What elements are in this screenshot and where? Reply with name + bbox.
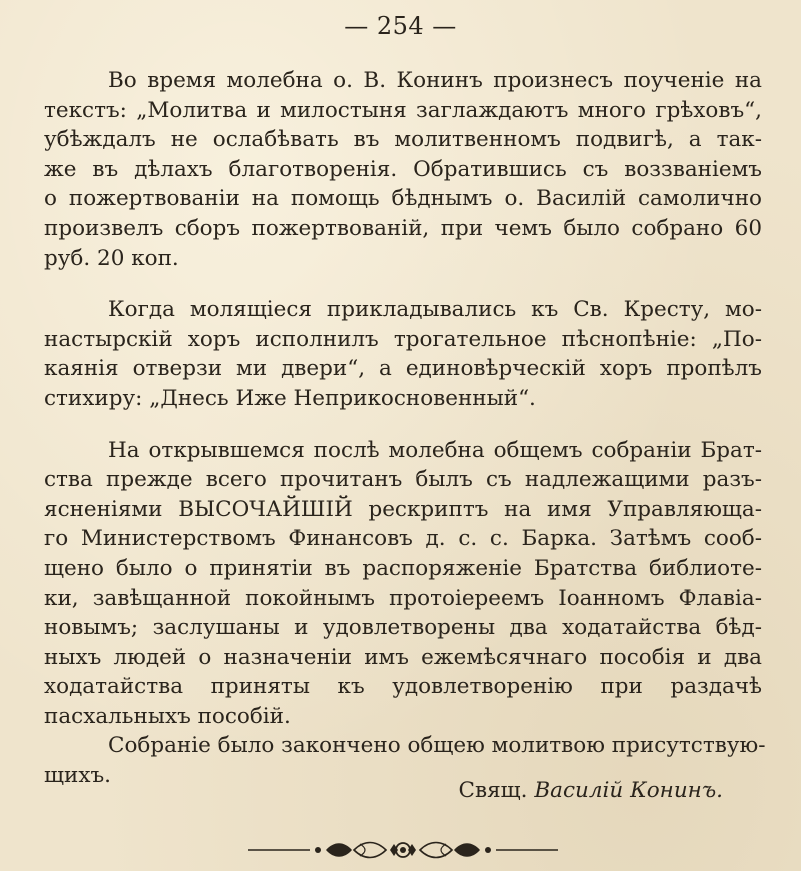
text-line: ныхъ людей о назначеніи имъ ежемѣсячнаго пособія и два — [44, 644, 762, 670]
text-line: стихиру: „Днесь Иже Неприкосновенный“. — [44, 385, 536, 411]
text-line: го Министерствомъ Финансовъ д. с. с. Барка. Затѣмъ сооб- — [44, 526, 762, 552]
text-line: Собраніе было закончено общею молитвою присутствую- — [108, 733, 766, 759]
paragraph-1 — [44, 66, 762, 273]
paragraph-2 — [44, 295, 762, 413]
text-line: щихъ. — [44, 763, 111, 789]
text-line: ходатайства приняты къ удовлетворенію при раздачѣ — [44, 674, 762, 700]
text-line: текстъ: „Молитва и милостыня заглаждаютъ много грѣховъ“, — [44, 97, 762, 123]
decorative-rule-icon — [248, 838, 558, 862]
text-line: ки, завѣщанной покойнымъ протоіереемъ Іоанномъ Флавіа- — [44, 585, 762, 611]
text-line: произвелъ сборъ пожертвованій, при чемъ было собрано 60 — [44, 215, 762, 241]
text-line: ства прежде всего прочитанъ былъ съ надлежащими разъ- — [44, 467, 762, 493]
paragraph-gap — [44, 414, 762, 436]
text-line: о пожертвованіи на помощь бѣднымъ о. Василій самолично — [44, 186, 762, 212]
text-line: же въ дѣлахъ благотворенія. Обратившись съ воззваніемъ — [44, 156, 762, 182]
text-line: Во время молебна о. В. Конинъ произнесъ поученіе на — [108, 68, 762, 93]
page-body — [44, 66, 766, 791]
text-line: настырскій хоръ исполнилъ трогательное пѣснопѣніе: „По- — [44, 326, 762, 352]
text-line: убѣждалъ не ослабѣвать въ молитвенномъ подвигѣ, а так- — [44, 127, 762, 153]
text-line: На открывшемся послѣ молебна общемъ собраніи Брат- — [108, 437, 762, 463]
signature-title: Свящ. — [458, 778, 528, 803]
text-line: щено было о принятіи въ распоряженіе Братства библиоте- — [44, 555, 762, 581]
text-line: Когда молящіеся прикладывались къ Св. Кресту, мо- — [108, 297, 762, 323]
paragraph-gap — [44, 273, 762, 295]
text-line: ясненіями ВЫСОЧАЙШІЙ рескриптъ на имя Управляюща- — [44, 496, 762, 522]
text-line: новымъ; заслушаны и удовлетворены два ходатайства бѣд- — [44, 615, 762, 641]
text-line: каянія отверзи ми двери“, а единовѣрческій хоръ пропѣлъ — [44, 356, 762, 382]
signature-name: Василій Конинъ. — [534, 778, 723, 803]
text-line: пасхальныхъ пособій. — [44, 703, 291, 729]
text-line: руб. 20 коп. — [44, 245, 179, 271]
paragraph-3 — [44, 436, 762, 732]
signature — [459, 778, 723, 803]
page-number: — 254 — — [344, 12, 457, 40]
